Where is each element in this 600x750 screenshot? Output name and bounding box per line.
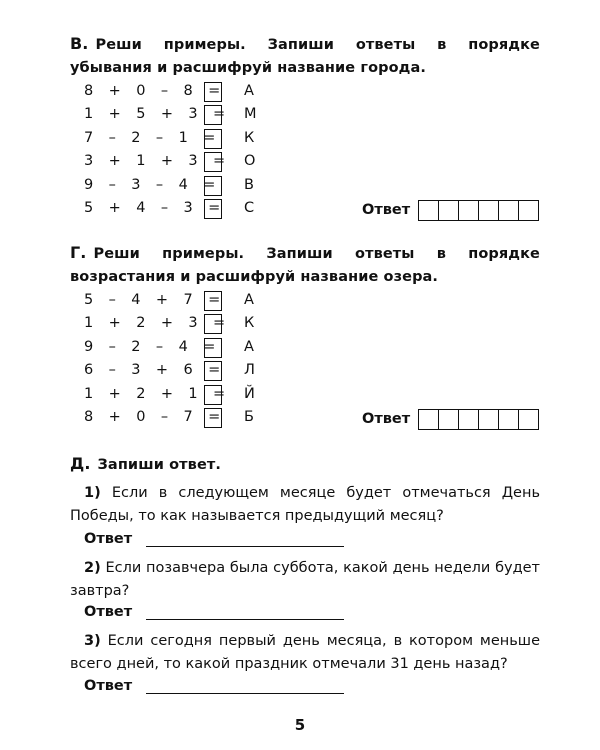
answer-label: Ответ bbox=[362, 411, 411, 427]
answer-box[interactable] bbox=[204, 199, 222, 219]
answer-line-2 bbox=[84, 604, 344, 620]
equation-expression: 1 + 2 + 3 = bbox=[84, 315, 231, 332]
answer-underline[interactable] bbox=[146, 605, 344, 620]
task-g-equations bbox=[84, 291, 284, 431]
question-3 bbox=[70, 630, 540, 676]
equation-expression: 1 + 2 + 1 = bbox=[84, 385, 231, 402]
answer-label: Ответ bbox=[84, 678, 133, 694]
question-2 bbox=[70, 557, 540, 603]
answer-cells bbox=[418, 200, 539, 221]
equation-expression: 5 + 4 – 3 = bbox=[84, 199, 226, 216]
cipher-letter: В bbox=[244, 176, 254, 193]
task-v-instruction: Реши примеры. Запиши ответы в порядке убывания и расшифруй название города. bbox=[70, 37, 540, 76]
equation-expression: 7 – 2 – 1 = bbox=[84, 129, 221, 146]
question-text: Если сегодня первый день месяца, в котором меньше всего дней, то какой праздник отмечали 31 день назад? bbox=[70, 633, 540, 672]
question-text: Если позавчера была суббота, какой день недели будет завтра? bbox=[70, 560, 541, 599]
task-d-title bbox=[70, 452, 540, 477]
equation-expression: 8 + 0 – 7 = bbox=[84, 408, 226, 425]
answer-cell[interactable] bbox=[439, 410, 459, 429]
task-v-title bbox=[70, 32, 540, 80]
page-number: 5 bbox=[294, 716, 306, 734]
cipher-letter: Л bbox=[244, 362, 255, 379]
equation-expression: 1 + 5 + 3 = bbox=[84, 106, 231, 123]
equation-row bbox=[84, 82, 284, 105]
cipher-letter: Й bbox=[244, 385, 255, 402]
answer-label: Ответ bbox=[362, 202, 411, 218]
cipher-letter: А bbox=[244, 292, 254, 308]
answer-cell[interactable] bbox=[419, 201, 439, 220]
cipher-letter: А bbox=[244, 338, 254, 355]
answer-box[interactable] bbox=[204, 129, 222, 149]
answer-cell[interactable] bbox=[439, 201, 459, 220]
equation-row bbox=[84, 408, 284, 431]
task-g-answer bbox=[362, 408, 539, 430]
answer-cells bbox=[418, 409, 539, 430]
answer-box[interactable] bbox=[204, 152, 222, 172]
answer-box[interactable] bbox=[204, 291, 222, 311]
cipher-letter: С bbox=[244, 199, 255, 216]
answer-cell[interactable] bbox=[459, 410, 479, 429]
task-d-letter: Д. bbox=[70, 454, 91, 473]
equation-row bbox=[84, 338, 284, 361]
equation-row bbox=[84, 176, 284, 199]
equation-row bbox=[84, 361, 284, 384]
cipher-letter: Б bbox=[244, 408, 254, 425]
cipher-letter: М bbox=[244, 106, 257, 123]
answer-box[interactable] bbox=[204, 176, 222, 196]
answer-label: Ответ bbox=[84, 604, 133, 620]
answer-line-3 bbox=[84, 678, 344, 694]
task-d-instruction: Запиши ответ. bbox=[97, 457, 221, 473]
task-g-title bbox=[70, 241, 540, 289]
answer-cell[interactable] bbox=[519, 201, 539, 220]
equation-row bbox=[84, 385, 284, 408]
answer-cell[interactable] bbox=[519, 410, 539, 429]
cipher-letter: А bbox=[244, 83, 254, 99]
cipher-letter: К bbox=[244, 315, 255, 332]
equation-row bbox=[84, 152, 284, 175]
task-v-letter: В. bbox=[70, 34, 89, 53]
equation-row bbox=[84, 199, 284, 222]
equation-row bbox=[84, 105, 284, 128]
answer-box[interactable] bbox=[204, 82, 222, 102]
equation-expression: 9 – 3 – 4 = bbox=[84, 176, 221, 193]
task-g-instruction: Реши примеры. Запиши ответы в порядке возрастания и расшифруй название озера. bbox=[70, 246, 540, 285]
question-number: 3) bbox=[84, 633, 101, 649]
equation-row bbox=[84, 129, 284, 152]
answer-cell[interactable] bbox=[479, 201, 499, 220]
equation-expression: 5 – 4 + 7 = bbox=[84, 292, 226, 308]
answer-box[interactable] bbox=[204, 105, 222, 125]
question-1 bbox=[70, 482, 540, 528]
task-v-answer bbox=[362, 199, 539, 221]
answer-underline[interactable] bbox=[146, 532, 344, 547]
answer-box[interactable] bbox=[204, 385, 222, 405]
equation-expression: 8 + 0 – 8 = bbox=[84, 83, 226, 99]
cipher-letter: К bbox=[244, 129, 255, 146]
answer-cell[interactable] bbox=[419, 410, 439, 429]
answer-cell[interactable] bbox=[499, 201, 519, 220]
question-number: 2) bbox=[84, 560, 101, 576]
answer-line-1 bbox=[84, 531, 344, 547]
answer-underline[interactable] bbox=[146, 679, 344, 694]
answer-cell[interactable] bbox=[499, 410, 519, 429]
answer-box[interactable] bbox=[204, 361, 222, 381]
task-v-equations bbox=[84, 82, 284, 222]
question-number: 1) bbox=[84, 485, 101, 501]
answer-cell[interactable] bbox=[459, 201, 479, 220]
task-g-letter: Г. bbox=[70, 243, 87, 262]
answer-label: Ответ bbox=[84, 531, 133, 547]
cipher-letter: О bbox=[244, 153, 256, 170]
answer-box[interactable] bbox=[204, 338, 222, 358]
equation-row bbox=[84, 291, 284, 314]
answer-box[interactable] bbox=[204, 408, 222, 428]
equation-expression: 6 – 3 + 6 = bbox=[84, 362, 226, 379]
answer-box[interactable] bbox=[204, 314, 222, 334]
equation-row bbox=[84, 314, 284, 337]
equation-expression: 9 – 2 – 4 = bbox=[84, 338, 221, 355]
question-text: Если в следующем месяце будет отмечаться День Победы, то как называется предыдущий месяц? bbox=[70, 485, 541, 524]
equation-expression: 3 + 1 + 3 = bbox=[84, 153, 231, 170]
answer-cell[interactable] bbox=[479, 410, 499, 429]
